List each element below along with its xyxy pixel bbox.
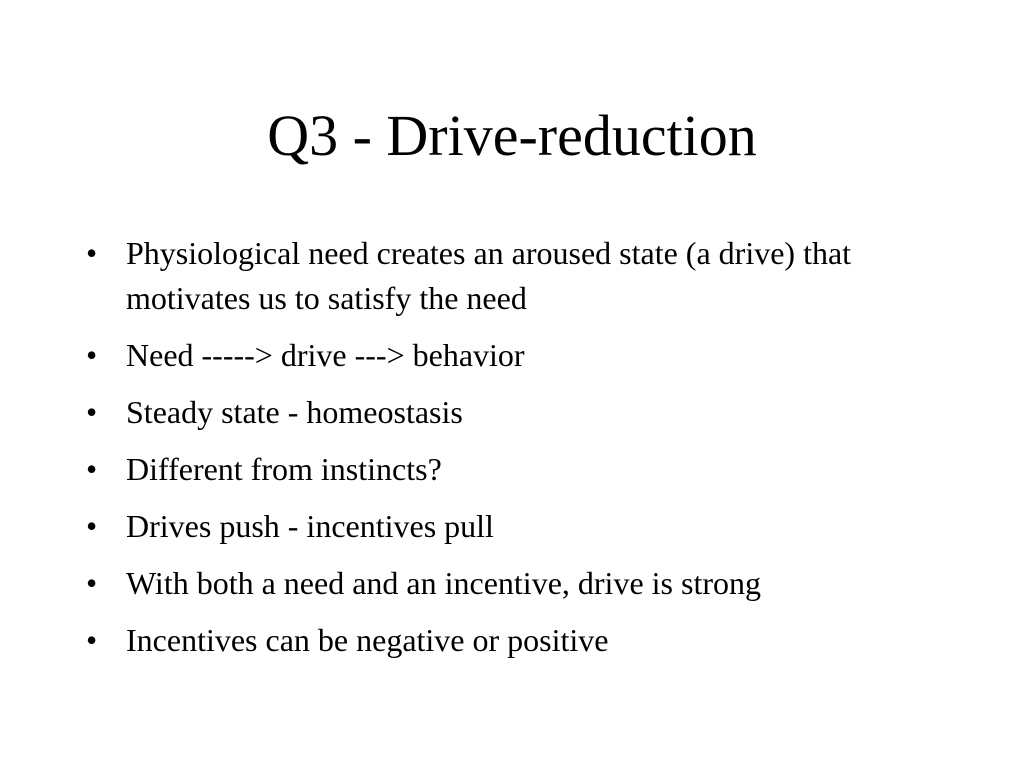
bullet-icon: • xyxy=(86,451,98,487)
bullet-list xyxy=(86,231,946,675)
bullet-text: With both a need and an incentive, drive is strong xyxy=(126,565,761,601)
bullet-item xyxy=(86,447,946,492)
bullet-item xyxy=(86,618,946,663)
bullet-icon: • xyxy=(86,622,98,658)
slide-title: Q3 - Drive-reduction xyxy=(267,103,757,168)
bullet-text: Incentives can be negative or positive xyxy=(126,622,609,658)
bullet-text: Drives push - incentives pull xyxy=(126,508,494,544)
bullet-text: Different from instincts? xyxy=(126,451,442,487)
bullet-icon: • xyxy=(86,337,98,373)
bullet-item xyxy=(86,333,946,378)
bullet-text: Need -----> drive ---> behavior xyxy=(126,337,525,373)
bullet-item xyxy=(86,504,946,549)
bullet-item xyxy=(86,390,946,435)
bullet-icon: • xyxy=(86,508,98,544)
bullet-item xyxy=(86,561,946,606)
bullet-icon: • xyxy=(86,235,98,271)
bullet-item xyxy=(86,231,946,321)
bullet-icon: • xyxy=(86,565,98,601)
bullet-text: Steady state - homeostasis xyxy=(126,394,463,430)
bullet-text: Physiological need creates an aroused state (a drive) that motivates us to satisfy the need xyxy=(126,235,852,316)
bullet-icon: • xyxy=(86,394,98,430)
